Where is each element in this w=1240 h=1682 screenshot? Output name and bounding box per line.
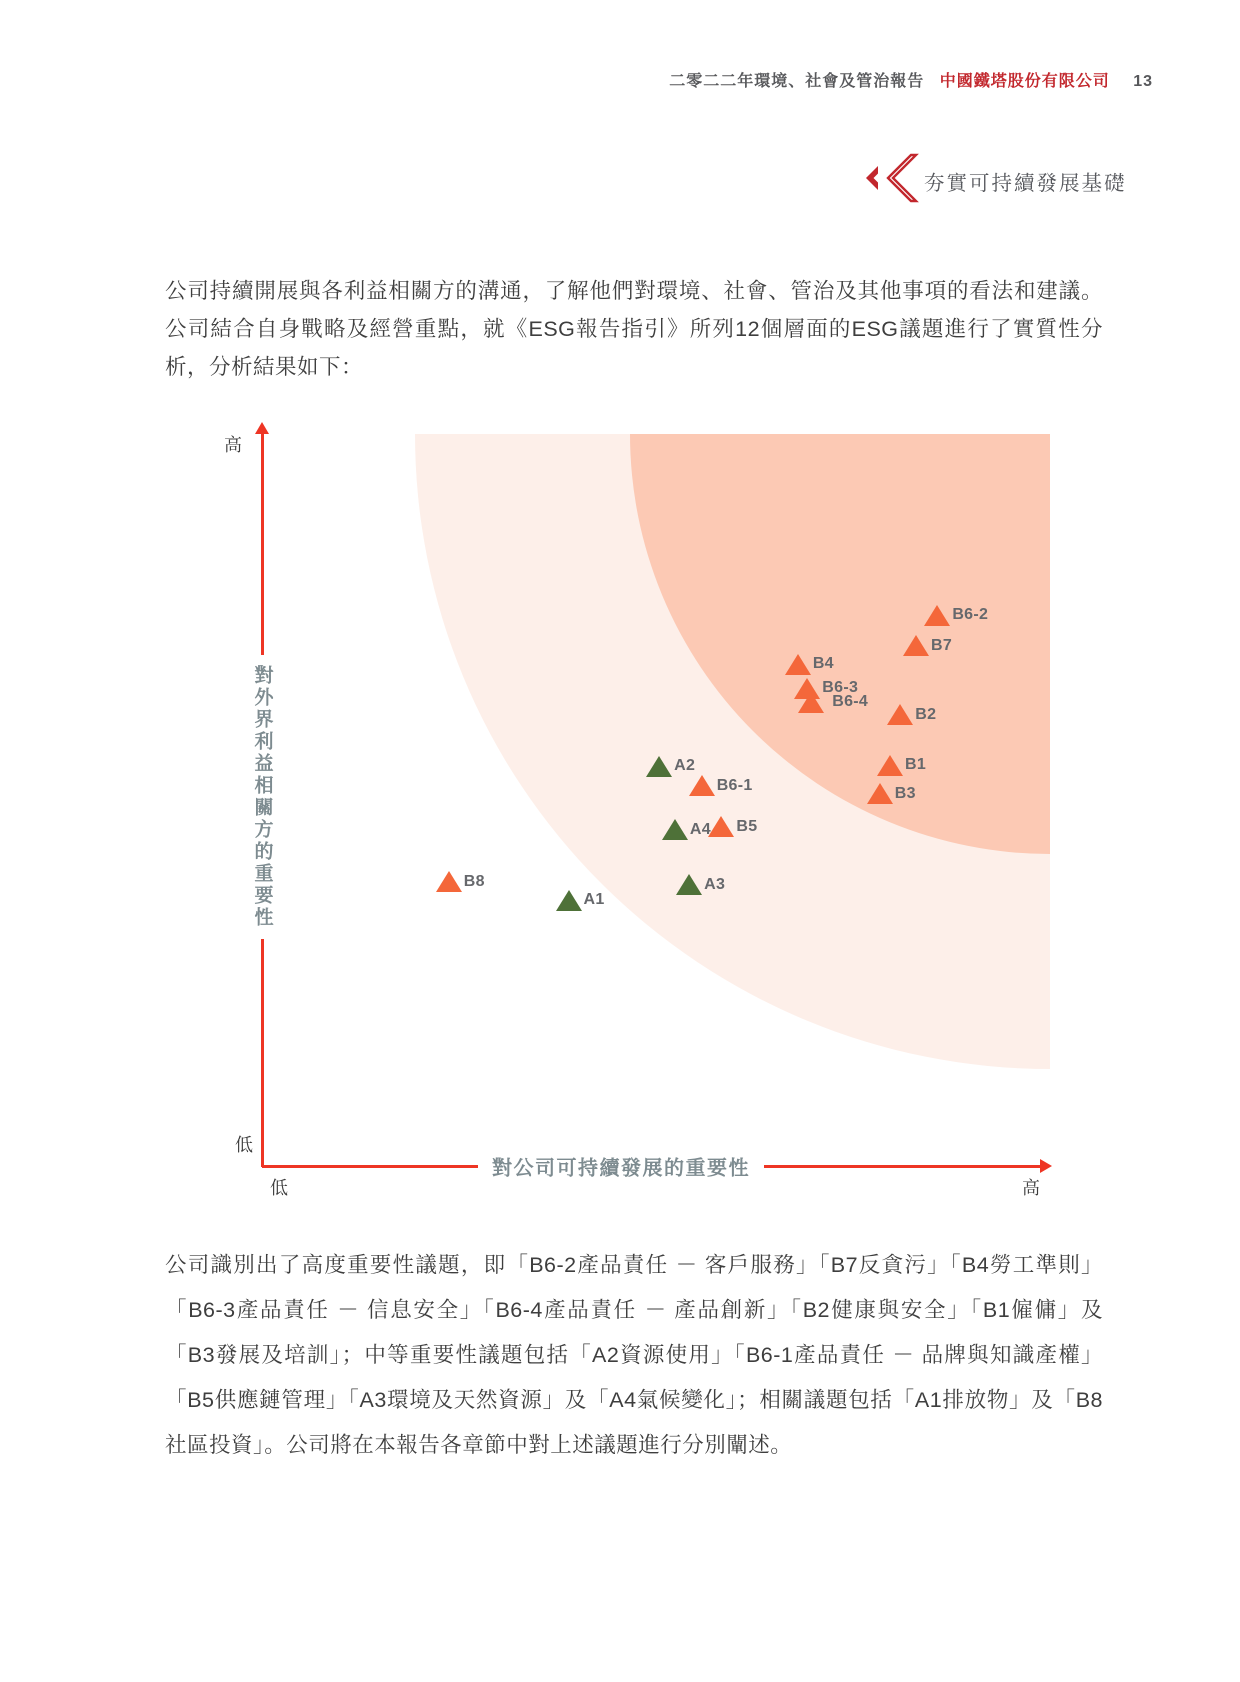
marker-B3 xyxy=(867,783,916,804)
triangle-icon xyxy=(708,816,734,837)
marker-B6-1 xyxy=(689,775,753,796)
marker-label-B6-1: B6-1 xyxy=(716,776,753,794)
triangle-icon xyxy=(867,783,893,804)
marker-A4 xyxy=(662,819,711,840)
triangle-icon xyxy=(877,755,903,776)
triangle-icon xyxy=(646,756,672,777)
marker-B8 xyxy=(436,871,485,892)
marker-B4 xyxy=(785,654,834,675)
marker-label-A3: A3 xyxy=(704,875,726,893)
marker-label-B2: B2 xyxy=(915,705,937,723)
y-axis-title: 對外界利益相關方的重要性 xyxy=(247,655,278,939)
marker-A3 xyxy=(676,874,726,895)
materiality-matrix-plot xyxy=(262,434,1050,1167)
x-axis-title: 對公司可持續發展的重要性 xyxy=(478,1150,764,1183)
marker-label-B5: B5 xyxy=(736,817,758,835)
marker-B6-2 xyxy=(924,605,989,626)
intro-paragraph: 公司持續開展與各利益相關方的溝通，了解他們對環境、社會、管治及其他事項的看法和建議。公司結合自身戰略及經營重點，就《ESG報告指引》所列12個層面的ESG議題進行了實質性分析，分析結果如下： xyxy=(165,279,1103,379)
marker-B7 xyxy=(903,635,953,656)
marker-A1 xyxy=(556,890,605,911)
marker-A2 xyxy=(646,756,696,777)
triangle-icon xyxy=(785,654,811,675)
y-axis-low-label: 低 xyxy=(235,1135,253,1155)
marker-B2 xyxy=(887,704,937,725)
triangle-icon xyxy=(924,605,950,626)
y-axis-arrowhead-icon xyxy=(255,422,269,434)
marker-B5 xyxy=(708,816,758,837)
triangle-icon xyxy=(887,704,913,725)
marker-label-A2: A2 xyxy=(674,757,696,775)
marker-label-B1: B1 xyxy=(905,756,927,774)
marker-label-B4: B4 xyxy=(812,655,834,673)
marker-label-B8: B8 xyxy=(463,872,485,890)
marker-label-A1: A1 xyxy=(583,891,605,909)
x-axis-low-label: 低 xyxy=(270,1178,288,1198)
marker-label-B6-3: B6-3 xyxy=(822,679,859,697)
report-title: 二零二二年環境、社會及管治報告 xyxy=(669,73,925,90)
marker-B6-4 xyxy=(798,692,869,713)
section-banner xyxy=(0,150,1127,208)
triangle-icon xyxy=(436,871,462,892)
triangle-icon xyxy=(903,635,929,656)
closing-paragraph: 公司識別出了高度重要性議題，即「B6-2產品責任 － 客戶服務」「B7反貪污」「B4勞工準則」「B6-3產品責任 － 信息安全」「B6-4產品責任 － 產品創新」「B2健康與安全」「B1僱傭」及「B3發展及培訓」；中等重要性議題包括「A2資源使用」「B6-1產品責任 － 品牌與知識產權」「B5供應鏈管理」「A3環境及天然資源」及「A4氣候變化」；相關議題包括「A1排放物」及「B8社區投資」。公司將在本報告各章節中對上述議題進行分別闡述。 xyxy=(165,1253,1103,1457)
section-title: 夯實可持續發展基礎 xyxy=(924,172,1127,195)
triangle-icon xyxy=(556,890,582,911)
marker-label-B6-4: B6-4 xyxy=(832,693,869,711)
company-name: 中國鐵塔股份有限公司 xyxy=(939,73,1110,90)
double-chevron-left-icon xyxy=(864,152,920,206)
x-axis-high-label: 高 xyxy=(1022,1178,1040,1198)
triangle-icon xyxy=(798,692,824,713)
page-number: 13 xyxy=(1133,73,1153,90)
triangle-icon xyxy=(689,775,715,796)
marker-B1 xyxy=(877,755,927,776)
marker-label-B7: B7 xyxy=(931,636,953,654)
marker-label-A4: A4 xyxy=(689,820,711,838)
page-header xyxy=(0,68,1153,91)
triangle-icon xyxy=(676,874,702,895)
marker-label-B3: B3 xyxy=(894,784,916,802)
marker-label-B6-2: B6-2 xyxy=(952,606,989,624)
y-axis-high-label: 高 xyxy=(224,435,242,455)
triangle-icon xyxy=(662,819,688,840)
x-axis-arrowhead-icon xyxy=(1040,1159,1052,1173)
